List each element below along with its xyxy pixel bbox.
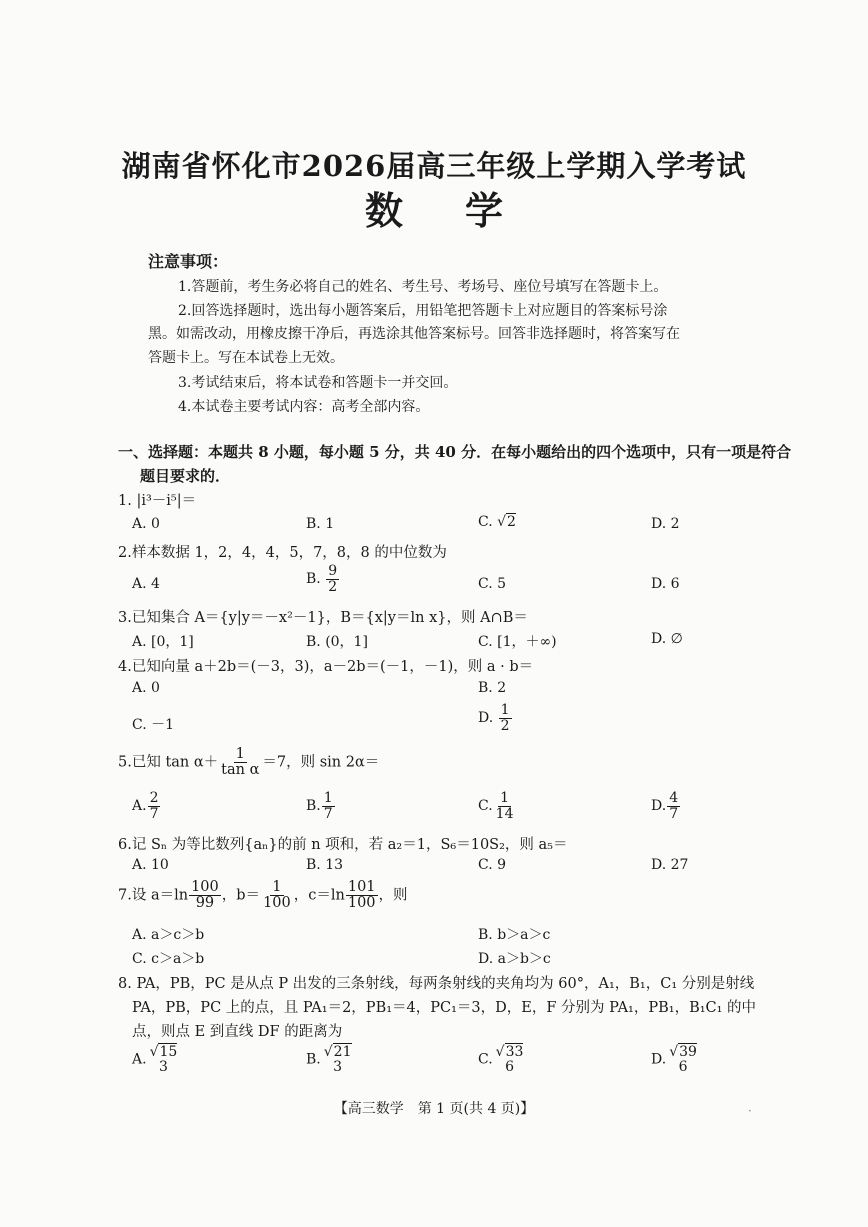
q1-option-a: A. 0: [132, 516, 160, 532]
notice-line-2b: 黑。如需改动，用橡皮擦干净后，再选涂其他答案标号。回答非选择题时，将答案写在: [148, 326, 680, 342]
exam-title: 湖南省怀化市2026届高三年级上学期入学考试: [121, 149, 747, 183]
q4-option-d: D. $\frac{1}{2}$: [478, 702, 510, 734]
section-heading: 一、选择题：本题共 8 小题，每小题 5 分，共 40 分．在每小题给出的四个选项中，只有一项是符合: [118, 443, 792, 461]
notice-line-4: 4.本试卷主要考试内容：高考全部内容。: [178, 399, 430, 415]
q3-option-b: B. (0，1]: [306, 634, 368, 650]
notice-line-2c: 答题卡上。写在本试卷上无效。: [148, 350, 344, 366]
question-6-stem: 6.记 Sₙ 为等比数列{aₙ}的前 n 项和，若 a₂＝1，S₆＝10S₂，则 a₅＝: [118, 837, 568, 853]
q1-option-d: D. 2: [651, 516, 680, 532]
question-8-line-3: 点，则点 E 到直线 DF 的距离为: [132, 1024, 343, 1040]
q6-option-a: A. 10: [132, 857, 169, 873]
q6-option-b: B. 13: [306, 857, 344, 873]
q8-option-d: D. √39 6: [651, 1044, 697, 1075]
q8-option-b: B. √21 3: [306, 1044, 352, 1075]
q1-option-c: C. √2: [478, 514, 516, 530]
q2-option-b: B. $\frac{9}{2}$: [306, 563, 338, 595]
q4-option-b: B. 2: [478, 680, 507, 696]
q8-option-a: A. √15 3: [132, 1044, 178, 1075]
q5-option-d: D. $\frac{4}{7}$: [651, 790, 679, 822]
q6-option-c: C. 9: [478, 857, 507, 873]
q2-option-a: A. 4: [132, 576, 160, 592]
q6-option-d: D. 27: [651, 857, 689, 873]
q8-option-c: C. √33 6: [478, 1044, 524, 1075]
question-3-stem: 3.已知集合 A＝{y|y＝－x²－1}，B＝{x|y＝ln x}，则 A∩B＝: [118, 610, 528, 626]
page-footer: 【高三数学 第 1 页(共 4 页)】: [333, 1101, 535, 1117]
q5-option-a: A. $\frac{2}{7}$: [132, 790, 159, 822]
q7-option-c: C. c＞a＞b: [132, 951, 205, 967]
question-1-stem: 1. |i³－i⁵|＝: [118, 493, 197, 509]
q5-option-b: B. $\frac{1}{7}$: [306, 790, 333, 822]
question-5-stem: 5.已知 tan α＋ $\frac{1}{\text{tan α}}$ ＝7，则 sin 2α＝: [118, 746, 380, 779]
q2-option-c: C. 5: [478, 576, 507, 592]
question-4-stem: 4.已知向量 a＋2b＝(－3，3)，a－2b＝(－1，－1)，则 a · b＝: [118, 659, 534, 675]
question-2-stem: 2.样本数据 1，2，4，4，5，7，8，8 的中位数为: [118, 545, 447, 561]
notice-line-2a: 2.回答选择题时，选出每小题答案后，用铅笔把答题卡上对应题目的答案标号涂: [178, 303, 668, 319]
notice-line-3: 3.考试结束后，将本试卷和答题卡一并交回。: [178, 375, 458, 391]
q7-option-b: B. b＞a＞c: [478, 927, 551, 943]
section-heading-cont: 题目要求的．: [140, 467, 231, 485]
corner-mark: ·: [748, 1104, 752, 1118]
q7-option-d: D. a＞b＞c: [478, 951, 551, 967]
question-8-line-1: 8. PA，PB，PC 是从点 P 出发的三条射线，每两条射线的夹角均为 60°，A₁，B₁，C₁ 分别是射线: [118, 976, 755, 992]
q3-option-d: D. ∅: [651, 631, 683, 647]
question-8-line-2: PA，PB，PC 上的点，且 PA₁＝2，PB₁＝4，PC₁＝3，D，E，F 分别为 PA₁，PB₁，B₁C₁ 的中: [132, 1000, 757, 1016]
q1-option-b: B. 1: [306, 516, 335, 532]
notice-heading: 注意事项：: [148, 252, 229, 271]
subject-title: 数学: [364, 188, 565, 233]
q2-option-d: D. 6: [651, 576, 680, 592]
q3-option-c: C. [1，＋∞): [478, 634, 557, 650]
question-7-stem: 7.设 a＝ln $\frac{100}{99}$ ，b＝ $\frac{1}{100}$ ，c＝ln $\frac{101}{100}$ ，则: [118, 879, 408, 912]
q4-option-a: A. 0: [132, 680, 160, 696]
q3-option-a: A. [0，1]: [132, 634, 194, 650]
q7-option-a: A. a＞c＞b: [132, 927, 205, 943]
notice-line-1: 1.答题前，考生务必将自己的姓名、考生号、考场号、座位号填写在答题卡上。: [178, 279, 668, 295]
q5-option-c: C. $\frac{1}{14}$: [478, 790, 514, 822]
q4-option-c: C. －1: [132, 717, 175, 733]
